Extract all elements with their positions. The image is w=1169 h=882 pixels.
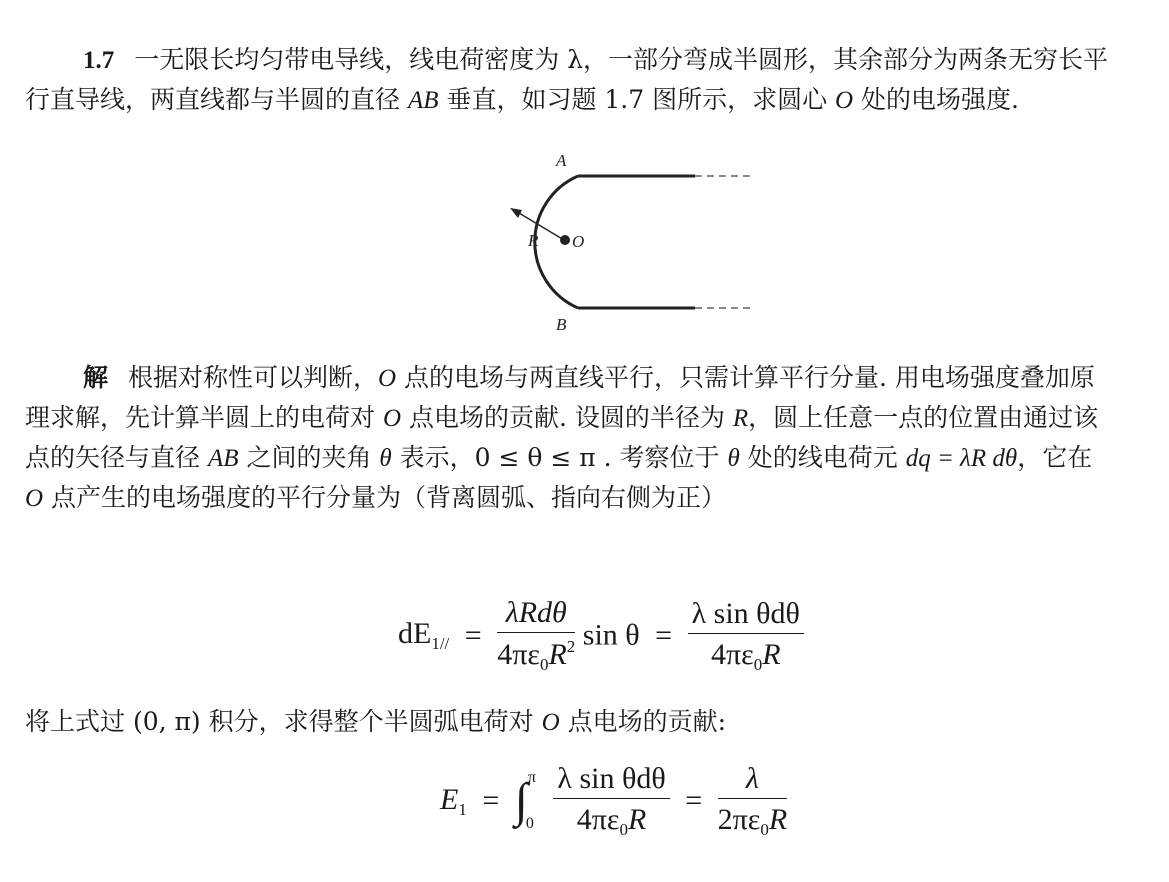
eq2-upper-limit: π <box>527 769 536 786</box>
label-a: A <box>556 151 567 170</box>
eq2-f1-den-a: 4πε <box>576 803 620 836</box>
problem-text-c: 处的电场强度. <box>853 85 1020 114</box>
solution-s1a: 根据对称性可以判断， <box>128 363 379 392</box>
problem-number: 1.7 <box>83 47 115 74</box>
label-o: O <box>572 232 585 251</box>
solution-dq: dq = λR dθ <box>905 445 1018 472</box>
eq2-f1-den-sub: 0 <box>619 820 629 839</box>
eq1-fraction-1 <box>497 596 575 675</box>
eq1-f2-den-a: 4πε <box>710 637 754 671</box>
label-b: B <box>556 315 567 334</box>
integration-line <box>25 702 726 742</box>
solution-text <box>25 358 1115 518</box>
eq1-lhs-sub: 1// <box>431 634 450 653</box>
solution-s1f: 表示，0 ≤ θ ≤ π . 考察位于 <box>391 443 728 472</box>
line2-o: O <box>541 709 560 736</box>
eq1-f1-den-a: 4πε <box>497 638 540 671</box>
eq2-fraction-2 <box>718 762 788 840</box>
eq1-lhs: dE <box>398 617 432 650</box>
eq1-f2-den-b: R <box>762 637 781 671</box>
problem-statement <box>25 40 1115 120</box>
eq2-f1-den-b: R <box>628 803 647 836</box>
solution-theta-2: θ <box>727 445 740 472</box>
eq2-equals-2: = <box>685 784 703 817</box>
eq2-lhs: E <box>440 782 459 816</box>
solution-r: R <box>732 405 749 432</box>
problem-text-b: 垂直，如习题 1.7 图所示，求圆心 <box>438 85 836 114</box>
eq2-f2-den-a: 2πε <box>717 803 761 836</box>
problem-ab: AB <box>407 87 439 114</box>
eq2-f2-den-sub: 0 <box>760 820 769 839</box>
solution-s1e: 之间的夹角 <box>238 443 380 472</box>
center-dot <box>560 235 570 245</box>
solution-o-2: O <box>382 405 402 432</box>
line2-a: 将上式过 (0, π) 积分，求得整个半圆弧电荷对 <box>25 707 542 736</box>
eq1-f2-den-sub: 0 <box>753 654 763 674</box>
solution-ab: AB <box>207 445 239 472</box>
solution-o-1: O <box>378 365 397 392</box>
solution-s1g: 处的线电荷元 <box>739 443 906 472</box>
eq1-f2-numerator: λ sin θdθ <box>688 597 804 634</box>
eq2-lhs-sub: 1 <box>458 799 467 819</box>
solution-s1i: 点产生的电场强度的平行分量为（背离圆弧、指向右侧为正） <box>43 483 727 512</box>
radius-arrowhead <box>510 208 522 218</box>
integral-sign-icon: ∫ <box>514 774 528 827</box>
eq2-f2-den-b: R <box>768 803 788 836</box>
eq2-equals-1: = <box>482 784 500 817</box>
eq2-lower-limit: 0 <box>525 815 534 832</box>
eq1-sin: sin θ <box>582 618 640 652</box>
solution-s1b: 点的电场与两直线平行，只需计算平行分量. 用电场强度叠加原理求解，先计算半圆上的电荷对 <box>25 363 1095 432</box>
eq1-f1-den-b: R <box>548 638 567 671</box>
eq1-equals-2: = <box>655 618 673 652</box>
solution-s1h: ，它在 <box>1017 443 1093 472</box>
eq2-f2-numerator: λ <box>718 762 788 799</box>
label-r: R <box>528 231 539 250</box>
solution-theta-1: θ <box>379 445 392 472</box>
solution-s1d: ，圆上任意一点的位置由通过该点的矢径与直径 <box>25 403 1099 472</box>
eq1-fraction-2 <box>688 597 804 675</box>
eq1-f1-numerator: λRdθ <box>497 596 575 633</box>
solution-o-3: O <box>25 485 44 512</box>
solution-heading: 解 <box>83 365 109 392</box>
integral-limits <box>525 769 544 832</box>
line2-b: 点电场的贡献: <box>559 707 727 736</box>
equation-e1 <box>440 762 787 840</box>
problem-o: O <box>835 87 854 114</box>
eq2-f1-numerator: λ sin θdθ <box>553 762 669 799</box>
equation-de-parallel <box>398 596 804 675</box>
eq1-equals-1: = <box>464 618 482 652</box>
solution-s1c: 点电场的贡献. 设圆的半径为 <box>401 403 733 432</box>
eq1-f1-den-sub: 0 <box>539 655 549 674</box>
problem-figure <box>490 148 780 338</box>
eq1-f1-den-sup: 2 <box>566 637 576 656</box>
problem-text-a: 一无限长均匀带电导线，线电荷密度为 λ，一部分弯成半圆形，其余部分为两条无穷长平行直导线，两直线都与半圆的直径 <box>25 45 1109 114</box>
eq2-fraction-1 <box>553 762 669 840</box>
